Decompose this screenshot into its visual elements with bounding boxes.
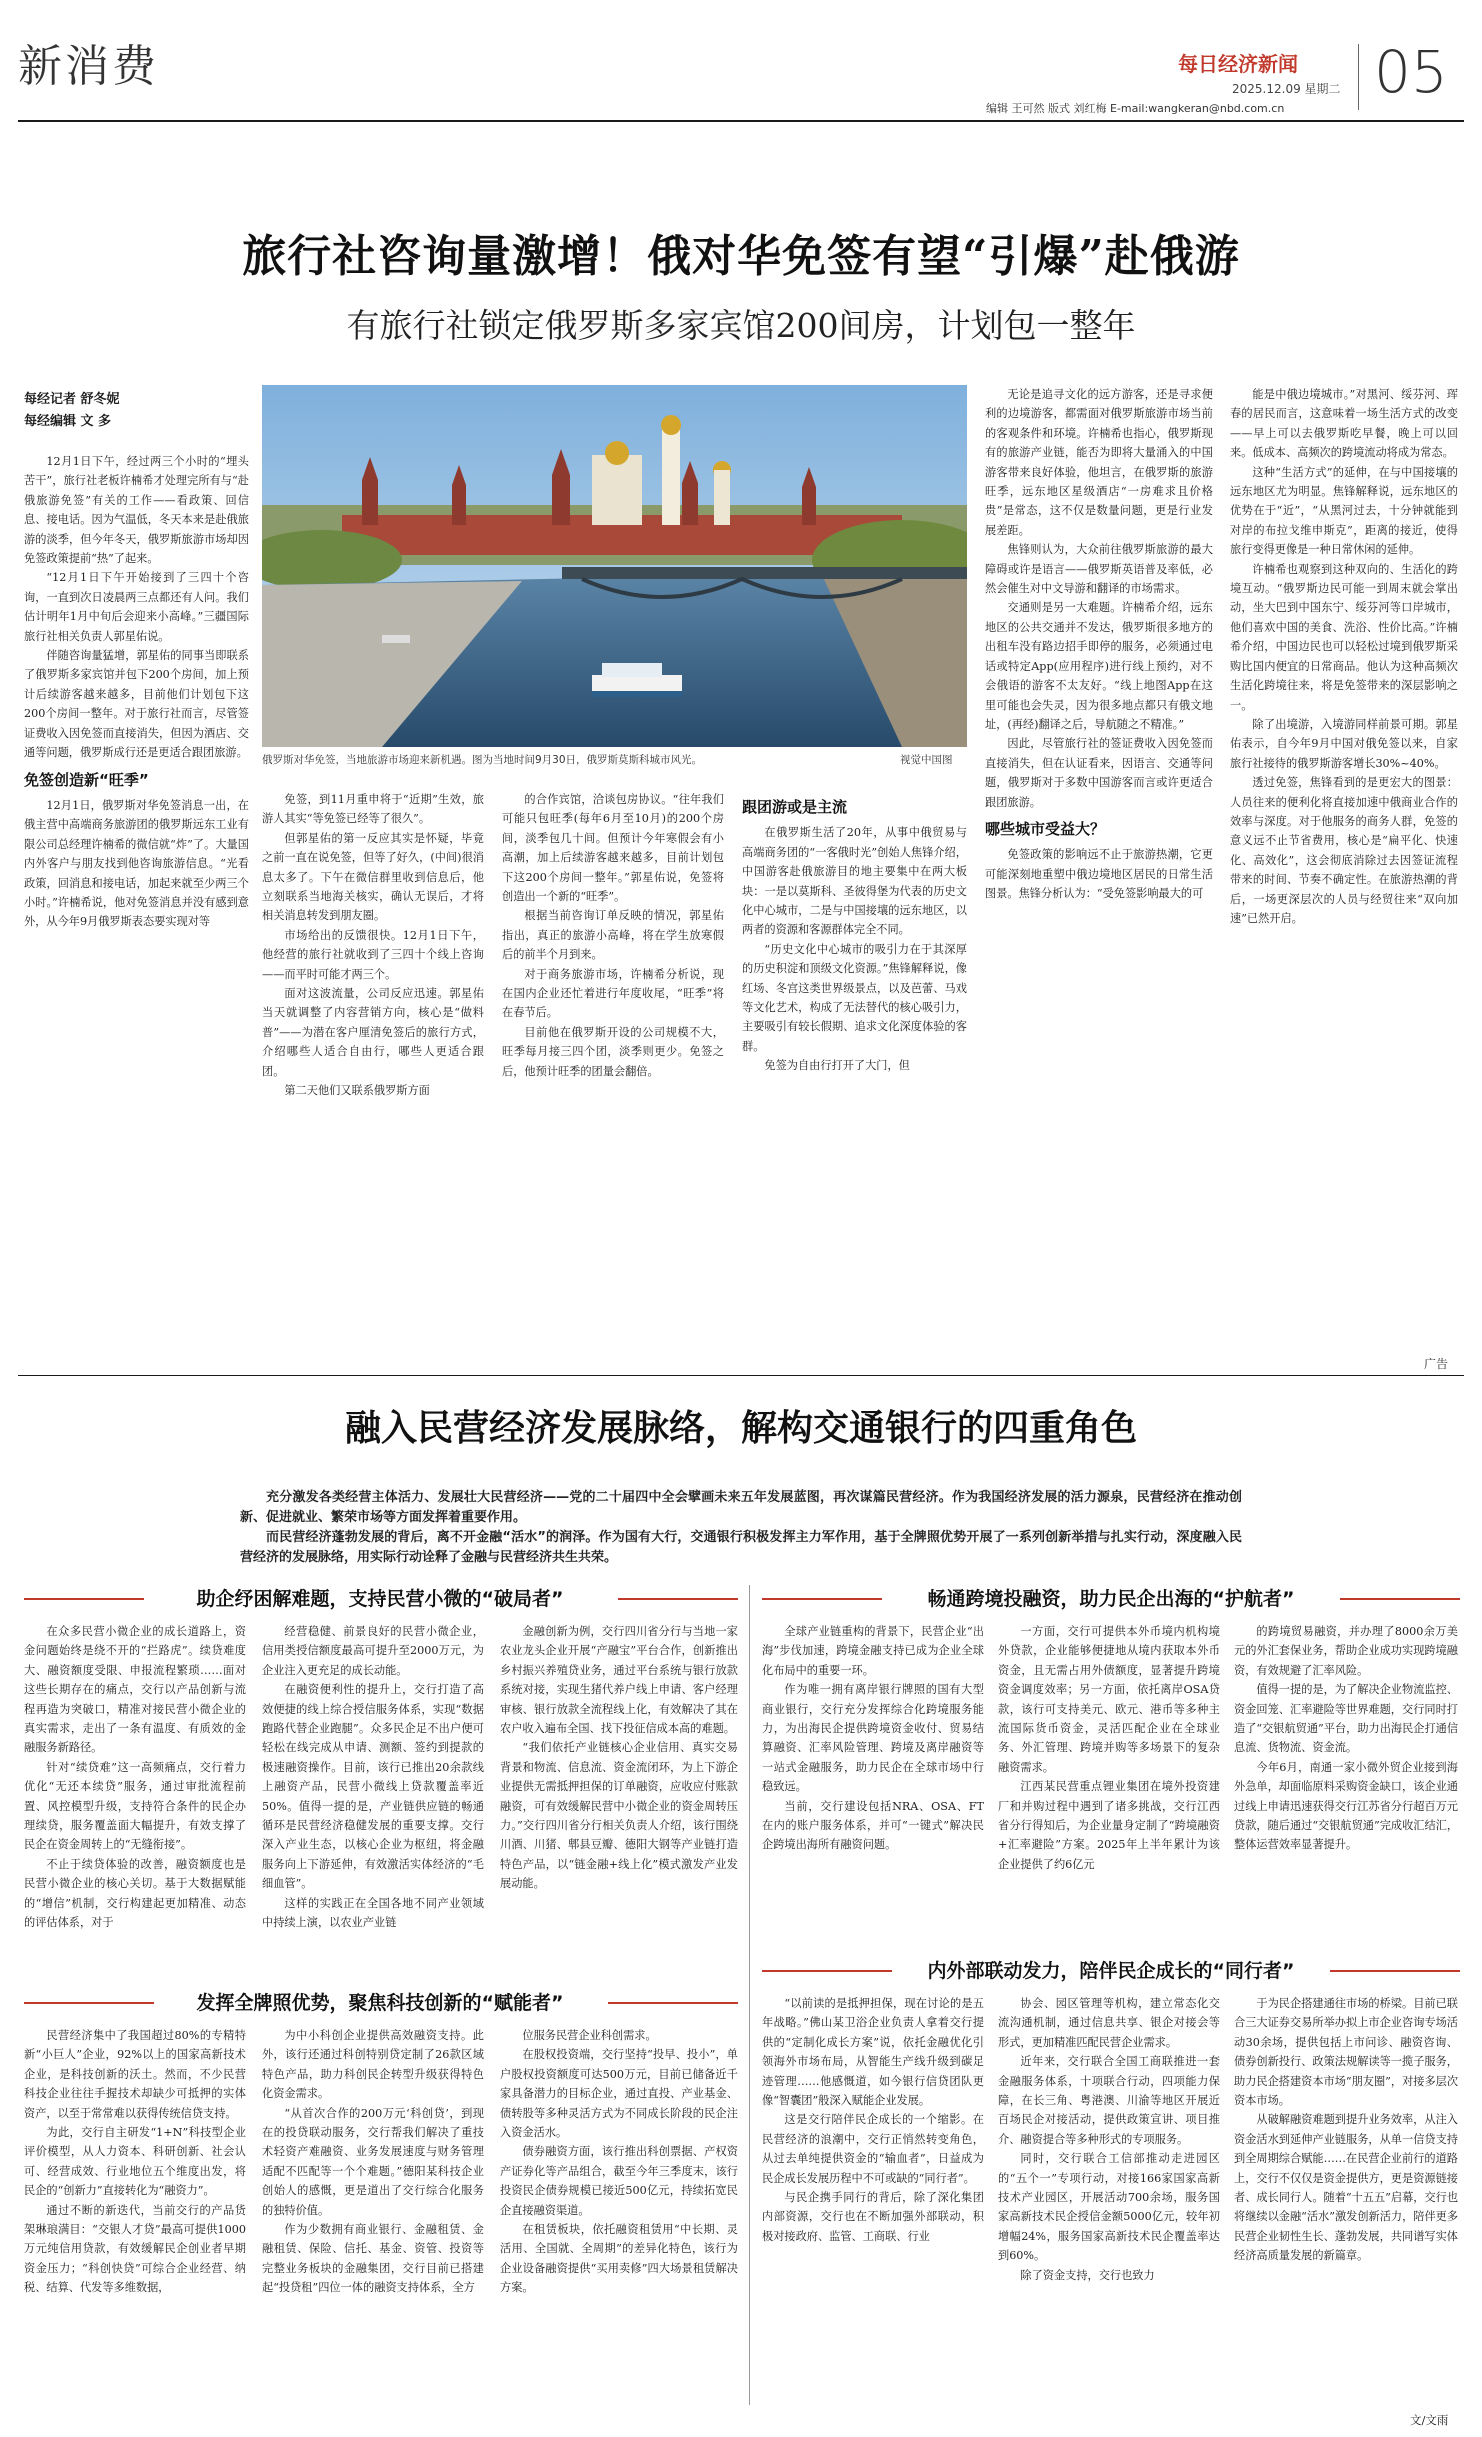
ad-author: 文/文雨 (1410, 2413, 1449, 2427)
article1-col2 (262, 790, 484, 1350)
sec1-col3 (500, 1622, 738, 1982)
paragraph: 值得一提的是，为了解决企业物流监控、资金回笼、汇率避险等世界难题，交行同时打造了“交银航贸通”平台，助力出海民企打通信息流、货物流、资金流。 (1234, 1683, 1458, 1755)
photo-caption: 俄罗斯对华免签，当地旅游市场迎来新机遇。图为当地时间9月30日，俄罗斯莫斯科城市风光。 (262, 754, 703, 766)
masthead-rule (18, 120, 1464, 122)
paragraph: 近年来，交行联合全国工商联推进一套金融服务体系，十项联合行动，四项能力保障，在长三角、粤港澳、川渝等地区开展近百场民企对接活动，提供政策宣讲、项目推介、融资提合等多种形式的专项服务。 (998, 2055, 1220, 2146)
paragraph: 今年6月，南通一家小微外贸企业接到海外急单，却面临原料采购资金缺口，该企业通过线上申请迅速获得交行江苏省分行超百万元贷款，随后通过“交银航贸通”完成收汇结汇，整体运营效率显著提升。 (1234, 1760, 1458, 1852)
paragraph: 经营稳健、前景良好的民营小微企业，信用类授信额度最高可提升至2000万元，为企业注入更充足的成长动能。 (262, 1625, 484, 1677)
kremlin-photo-illustration (262, 385, 967, 747)
ad-headline: 融入民营经济发展脉络，解构交通银行的四重角色 (344, 1407, 1137, 1449)
sec2-col3 (1234, 1622, 1458, 1982)
paragraph: 针对“续贷难”这一高频痛点，交行着力优化“无还本续贷”服务，通过审批流程前置、风控模型升级，支持符合条件的民企办理续贷，服务覆盖面大幅提升，有效支撑了民企在资金周转上的“无缝衔接”。 (24, 1760, 246, 1852)
paragraph: “历史文化中心城市的吸引力在于其深厚的历史积淀和顶级文化资源。”焦锋解释说，像红场、冬宫这类世界级景点，以及芭蕾、马戏等文化艺术，构成了无法替代的核心吸引力，主要吸引有较长假期、追求文化深度体验的客群。 (742, 942, 967, 1053)
paragraph: 通过不断的新迭代，当前交行的产品货架琳琅满目：“交银人才贷”最高可提供1000万元纯信用贷款，有效缓解民企创业者早期资金压力；“科创快贷”可综合企业经营、纳税、结算、代发等多维数据， (24, 2203, 246, 2295)
headline: 旅行社咨询量激增！俄对华免签有望“引爆”赴俄游 (242, 231, 1240, 282)
paragraph: “从首次合作的200万元‘科创贷’，到现在的投贷联动服务，交行帮我们解决了重技术轻资产难融资、业务发展速度与财务管理适配不匹配等一个个难题。”德阳某科技企业创始人的感慨，更是道出了交行综合化服务的独特价值。 (262, 2106, 484, 2217)
paragraph: 免签为自由行打开了大门，但 (764, 1059, 910, 1073)
paragraph: 的跨境贸易融资，并办理了8000余万美元的外汇套保业务，帮助企业成功实现跨境融资，有效规避了汇率风险。 (1234, 1625, 1458, 1677)
sec3-title: 发挥全牌照优势，聚焦科技创新的“赋能者” (196, 1992, 564, 2014)
subheadline: 有旅行社锁定俄罗斯多家宾馆200间房，计划包一整年 (346, 306, 1136, 345)
byline-reporter: 每经记者 舒冬妮 (24, 392, 120, 407)
paragraph: 与民企携手同行的背后，除了深化集团内部资源，交行也在不断加强外部联动，积极对接政府、监管、工商联、行业 (762, 2191, 984, 2243)
section-name: 新消费 (18, 41, 159, 92)
paragraph: 债券融资方面，该行推出科创票据、产权资产证券化等产品组合，截至今年三季度末，该行投资民企债券规模已接近500亿元，持续拓宽民企直接融资渠道。 (500, 2145, 738, 2217)
paragraph: 在融资便利性的提升上，交行打造了高效便捷的线上综合授信服务体系，实现“数据跑路代替企业跑腿”。众多民企足不出户便可轻松在线完成从申请、测额、签约到提款的极速融资操作。目前，该行已推出20余款线上融资产品，民营小微线上贷款覆盖率近50%。值得一提的是，产业链供应链的畅通循环是民营经济稳健发展的重要支撑。交行深入产业生态，以核心企业为枢纽，将金融服务向上下游延伸，有效激活实体经济的“毛细血管”。 (262, 1683, 484, 1891)
paragraph: 位服务民营企业科创需求。 (522, 2029, 657, 2042)
paragraph: 交通则是另一大难题。许楠希介绍，远东地区的公共交通并不发达，俄罗斯很多地方的出租车没有路边招手即停的服务，必须通过电话或特定App(应用程序)进行线上预约，对不会俄语的游客不太友好。“线上地图App在这里可能也会失灵，因为很多地点都只有俄文地址，(再经)翻译之后，导航随之不精准。” (985, 601, 1213, 731)
sec2-col2 (998, 1622, 1220, 1982)
paragraph: 在众多民营小微企业的成长道路上，资金问题始终是绕不开的“拦路虎”。续贷难度大、融资额度受限、申报流程繁琐……面对这些长期存在的痛点，交行以产品创新与流程再造为突破口，精准对接民营小微企业的真实需求，走出了一条有温度、有质效的金融服务新路径。 (24, 1625, 246, 1755)
paragraph: 12月1日下午，经过两三个小时的“埋头苦干”，旅行社老板许楠希才处理完所有与“赴俄旅游免签”有关的工作——看政策、回信息、接电话。因为气温低，冬天本来是赴俄旅游的淡季，但今年冬天，俄罗斯旅游市场却因免签政策提前“热”了起来。 (24, 455, 249, 566)
paragraph: 能是中俄边境城市。”对黑河、绥芬河、珲春的居民而言，这意味着一场生活方式的改变——早上可以去俄罗斯吃早餐，晚上可以回来。低成本、高频次的跨境流动将成为常态。 (1230, 388, 1458, 460)
paragraph: 作为少数拥有商业银行、金融租赁、金融租赁、保险、信托、基金、资管、投资等完整业务板块的金融集团，交行目前已搭建起“投贷租”四位一体的融资支持体系，全方 (262, 2223, 484, 2295)
subhead-group-tour: 跟团游或是主流 (742, 798, 848, 816)
paragraph: 为此，交行自主研发“1+N”科技型企业评价模型，从人力资本、科研创新、社会认可、经营成效、行业地位五个维度出发，将民企的“创新力”直接转化为“融资力”。 (24, 2126, 246, 2198)
paragraph: 当前，交行建设包括NRA、OSA、FT在内的账户服务体系，并可“一键式”解决民企跨境出海所有融资问题。 (762, 1799, 984, 1852)
subhead-which-cities: 哪些城市受益大？ (985, 819, 1106, 838)
sec3-col2 (262, 2026, 484, 2416)
paragraph: 焦锋则认为，大众前往俄罗斯旅游的最大障碍或许是语言——俄罗斯英语普及率低，必然会催生对中文导游和翻译的市场需求。 (985, 543, 1213, 596)
paragraph: 伴随咨询量猛增，郭星佑的同事当即联系了俄罗斯多家宾馆并包下200个房间，加上预计后续游客越来越多，目前他们计划包下这200个房间一整年。对于旅行社而言，尽管签证费收入因免签而直接消失，但因为酒店、交通等问题，俄罗斯成行还是更适合跟团旅游。 (24, 649, 249, 760)
paragraph: 协会、园区管理等机构，建立常态化交流沟通机制，通过信息共享、银企对接会等形式，更加精准匹配民营企业需求。 (998, 1997, 1220, 2049)
photo-credit: 视觉中国图 (900, 754, 953, 766)
article1-col1 (24, 452, 249, 1352)
masthead-divider (1358, 44, 1359, 110)
paragraph: 民营经济集中了我国超过80%的专精特新“小巨人”企业，92%以上的国家高新技术企业，是科技创新的沃土。然而，不少民营科技企业往往手握技术却缺少可抵押的实体资产，以至于常常难以获得传统信贷支持。 (24, 2029, 246, 2120)
paragraph: 许楠希也观察到这种双向的、生活化的跨境互动。“俄罗斯边民可能一到周末就会掌出动，坐大巴到中国东宁、绥芬河等口岸城市，他们喜欢中国的美食、洗浴、性价比高。”许楠希介绍，中国边民也可以轻松过境到俄罗斯采购比国内便宜的日常商品。他认为这种高频次生活化跨境往来，将是免签带来的深层影响之一。 (1230, 562, 1458, 712)
paper-name: 每日经济新闻 (1178, 52, 1298, 76)
sec3-rule-left (24, 2002, 154, 2004)
sec4-col3 (1234, 1994, 1458, 2394)
paragraph: 金融创新为例，交行四川省分行与当地一家农业龙头企业开展“产融宝”平台合作，创新推出乡村振兴养殖贷业务，通过平台系统与银行放款系统对接，实现生猪代养户线上申请、客户经理审核、银行放款全流程线上化，有效解决了其在农户收入遍布全国、找下投征信成本高的难题。 (500, 1625, 738, 1736)
sec2-rule-left (762, 1598, 882, 1600)
paragraph: 这是交行陪伴民企成长的一个缩影。在民营经济的浪潮中，交行正悄然转变角色，从过去单纯提供资金的“输血者”，日益成为民企成长发展历程中不可或缺的“同行者”。 (762, 2113, 984, 2185)
paragraph: 但郭星佑的第一反应其实是怀疑，毕竟之前一直在说免签，但等了好久，(中间)很消息太多了。下午在微信群里收到信息后，他立刻联系当地海关核实，确认无误后，才将相关消息转发到朋友圈。 (262, 831, 484, 923)
sec2-title: 畅通跨境投融资，助力民企出海的“护航者” (927, 1588, 1295, 1610)
paragraph: 市场给出的反馈很快。12月1日下午，他经营的旅行社就收到了三四十个线上咨询——而平时可能才两三个。 (262, 928, 484, 981)
paragraph: “我们依托产业链核心企业信用、真实交易背景和物流、信息流、资金流闭环，为上下游企业提供无需抵押担保的订单融资，应收应付账款融资，可有效缓解民营中小微企业的资金周转压力。”交行四川省分行相关负责人介绍，该行围绕川酒、川猪、郫县豆瓣、德阳大钢等产业链打造特色产品，以“链金融+线上化”模式激发产业发展动能。 (500, 1741, 738, 1891)
ad-intro-box (240, 1488, 1242, 1566)
paragraph: 12月1日，俄罗斯对华免签消息一出，在俄主营中高端商务旅游团的俄罗斯远东工业有限公司总经理许楠希的微信就“炸”了。大量国内外客户与朋友找到他咨询旅游信息。“光看政策，回消息和接电话，加起来就至少两三个小时。”许楠希说，他对免签消息并没有感到意外，从今年9月俄罗斯表态要实现对等 (24, 798, 249, 929)
paragraph: 全球产业链重构的背景下，民营企业“出海”步伐加速，跨境金融支持已成为企业全球化布局中的重要一环。 (762, 1625, 984, 1677)
paragraph: 无论是追寻文化的远方游客，还是寻求便利的边境游客，都需面对俄罗斯旅游市场当前的客观条件和环境。许楠希也指心，俄罗斯现有的旅游产业链，能否为即将大量涌入的中国游客带来良好体验，他坦言，在俄罗斯的旅游旺季，远东地区星级酒店“一房难求且价格贵”是常态，这不仅是数量问题，更是行业发展差距。 (985, 388, 1213, 537)
paragraph: 除了资金支持，交行也致力 (1020, 2268, 1155, 2282)
ad-column-divider (749, 1585, 750, 2405)
subhead-new-peak-season: 免签创造新“旺季” (24, 770, 149, 789)
paragraph: 从破解融资难题到提升业务效率，从注入资金活水到延伸产业链服务，从单一信贷支持到全周期综合赋能……在民营企业前行的道路上，交行不仅仅是资金提供方，更是资源链接者、成长同行人。随着“十五五”启幕，交行也将继续以金融“活水”激发创新活力，陪伴更多民营企业韧性生长、蓬勃发展，共同谱写实体经济高质量发展的新篇章。 (1234, 2113, 1458, 2263)
sec4-col2 (998, 1994, 1220, 2414)
sec1-title: 助企纾困解难题，支持民营小微的“破局者” (196, 1588, 564, 1610)
paragraph: 透过免签，焦锋看到的是更宏大的图景：人员往来的便利化将直接加速中俄商业合作的效率与深度。对于他服务的商务人群，免签的意义远不止节省费用，核心是“扁平化、快速化、高效化”，这会彻底消除过去因签证流程带来的时间、节奏不确定性。在旅游热潮的背后，一场更深层次的人员与经贸往来“双向加速”已然开启。 (1230, 776, 1458, 925)
paragraph: 作为唯一拥有离岸银行牌照的国有大型商业银行，交行充分发挥综合化跨境服务能力，为出海民企提供跨境资金收付、贸易结算融资、汇率风险管理、跨境及离岸融资等一站式金融服务，助力民企在全球市场中行稳致远。 (762, 1683, 984, 1794)
sec4-title: 内外部联动发力，陪伴民企成长的“同行者” (927, 1960, 1295, 1982)
editor-credits: 编辑 王可然 版式 刘红梅 E-mail:wangkeran@nbd.com.cn (986, 102, 1285, 115)
sec3-rule-right (608, 2002, 738, 2004)
paragraph: 在俄罗斯生活了20年，从事中俄贸易与高端商务团的“一客俄时光”创始人焦锋介绍，中国游客赴俄旅游目的地主要集中在两大板块：一是以莫斯科、圣彼得堡为代表的历史文化中心城市，二是与中国接壤的远东地区，以两者的资源和客源群体完全不同。 (742, 826, 967, 937)
article1-col4 (742, 790, 967, 1350)
sec3-col3 (500, 2026, 738, 2416)
sec1-col2 (262, 1622, 484, 1982)
paragraph: 对于商务旅游市场，许楠希分析说，现在国内企业还忙着进行年度收尾，“旺季”将在春节后。 (502, 967, 724, 1020)
paragraph: 江西某民营重点锂业集团在境外投资建厂和并购过程中遇到了诸多挑战，交行江西省分行得知后，为企业量身定制了“跨境融资+汇率避险”方案。2025年上半年累计为该企业提供了约6亿元 (998, 1780, 1220, 1871)
page-number: 05 (1374, 38, 1448, 106)
paragraph: 免签政策的影响远不止于旅游热潮，它更可能深刻地重塑中俄边境地区居民的日常生活图景。焦锋分析认为：“受免签影响最大的可 (985, 848, 1213, 901)
sec4-rule-left (762, 1970, 892, 1972)
sec1-rule-left (24, 1598, 144, 1600)
sec2-rule-right (1340, 1598, 1460, 1600)
paragraph: “12月1日下午开始接到了三四十个咨询，一直到次日凌晨两三点都还有人问。我们估计明年1月中旬后会迎来小高峰。”三疆国际旅行社相关负责人郭星佑说。 (24, 571, 249, 643)
paragraph: 一方面，交行可提供本外币境内机构境外贷款，企业能够便捷地从境内获取本外币资金，且无需占用外债额度，显著提升跨境资金调度效率；另一方面，依托离岸OSA贷款，该行可支持美元、欧元、港币等多种主流国际货币资金，灵活匹配企业在全球业务、外汇管理、跨境并购等多场景下的复杂融资需求。 (998, 1625, 1220, 1774)
ad-rule (18, 1375, 1464, 1376)
ad-intro-2: 而民营经济蓬勃发展的背后，离不开金融“活水”的润泽。作为国有大行，交通银行积极发挥主力军作用，基于全牌照优势开展了一系列创新举措与扎实行动，深度融入民营经济的发展脉络，用实际行动诠释了金融与民营经济共生共荣。 (240, 1530, 1242, 1565)
paragraph: 面对这波流量，公司反应迅速。郭星佑当天就调整了内容营销方向，核心是“做料普”——为潜在客户厘清免签后的旅行方式，介绍哪些人适合自由行，哪些人更适合跟团。 (262, 987, 484, 1078)
issue-date: 2025.12.09 星期二 (1232, 82, 1341, 96)
article1-col3 (502, 790, 724, 1350)
paragraph: 这种“生活方式”的延伸，在与中国接壤的远东地区尤为明显。焦锋解释说，远东地区的优势在于“近”，“从黑河过去，十分钟就能到对岸的布拉戈维申斯克”，距离的接近，使得旅行变得更像是一种日常休闲的延伸。 (1230, 465, 1458, 557)
paragraph: 免签，到11月重申将于“近期”生效，旅游人其实“等免签已经等了很久”。 (262, 793, 484, 826)
paragraph: 同时，交行联合工信部推动走进园区的“五个一”专项行动，对接166家国家高新技术产业园区，开展活动700余场，服务国家高新技术民企授信金额5000亿元，较年初增幅24%，服务国家高新技术民企覆盖率达到60%。 (998, 2152, 1220, 2263)
kremlin-photo (262, 385, 967, 747)
sec4-col1 (762, 1994, 984, 2414)
sec2-col1 (762, 1622, 984, 1982)
paragraph: 根据当前咨询订单反映的情况，郭星佑指出，真正的旅游小高峰，将在学生放寒假后的前半个月到来。 (502, 909, 724, 962)
paragraph: 的合作宾馆，洽谈包房协议。“往年我们可能只包旺季(每年6月至10月)的200个房间，淡季包几十间。但预计今年寒假会有小高潮，加上后续游客越来越多，目前计划包下这200个房间一整年。”郭星佑说，免签将创造出一个新的“旺季”。 (502, 793, 724, 904)
paragraph: “以前读的是抵押担保，现在讨论的是五年战略。”佛山某卫浴企业负责人拿着交行提供的“定制化成长方案”说，依托金融优化引领海外市场布局，从智能生产线升级到碳足迹管理……他感慨道，如今银行信贷团队更像“智囊团”般深入赋能企业发展。 (762, 1997, 984, 2108)
article1-col5 (985, 385, 1213, 1350)
sec3-col1 (24, 2026, 246, 2416)
paragraph: 第二天他们又联系俄罗斯方面 (284, 1084, 430, 1098)
sec1-rule-right (618, 1598, 738, 1600)
paragraph: 在股权投资端，交行坚持“投早、投小”，单户股权投资额度可达500万元，目前已储备近千家具备潜力的目标企业，通过直投、产业基金、债转股等多种灵活方式为不同成长阶段的民企注入资金活水。 (500, 2048, 738, 2140)
paragraph: 在租赁板块，依托融资租赁用“中长期、灵活用、全国就、全周期”的差异化特色，该行为企业设备融资提供“买用卖修”四大场景租赁解决方案。 (500, 2223, 738, 2295)
ad-intro-1: 充分激发各类经营主体活力、发展壮大民营经济——党的二十届四中全会擘画未来五年发展蓝图，再次谋篇民营经济。作为我国经济发展的活力源泉，民营经济在推动创新、促进就业、繁荣市场等方面发挥着重要作用。 (240, 1490, 1242, 1525)
paragraph: 为中小科创企业提供高效融资支持。此外，该行还通过科创特别贷定制了26款区域特色产品，助力科创民企转型升级获得特色化资金需求。 (262, 2029, 484, 2101)
paragraph: 于为民企搭建通往市场的桥梁。目前已联合三大证券交易所举办拟上市企业咨询专场活动30余场，提供包括上市问诊、融资咨询、债券创新投行、政策法规解读等一揽子服务，助力民企搭建资本市场“朋友圈”，对接多层次资本市场。 (1234, 1997, 1458, 2108)
paragraph: 除了出境游，入境游同样前景可期。郭星佑表示，自今年9月中国对俄免签以来，自家旅行社接待的俄罗斯游客增长30%~40%。 (1230, 717, 1458, 770)
paragraph: 因此，尽管旅行社的签证费收入因免签而直接消失，但在认证看来，因语言、交通等问题，俄罗斯对于多数中国游客而言或许更适合跟团旅游。 (985, 737, 1213, 809)
paragraph: 目前他在俄罗斯开设的公司规模不大，旺季每月接三四个团，淡季则更少。免签之后，他预计旺季的团量会翻倍。 (502, 1025, 724, 1078)
sec4-rule-right (1330, 1970, 1460, 1972)
paragraph: 不止于续贷体验的改善，融资额度也是民营小微企业的核心关切。基于大数据赋能的“增信”机制，交行构建起更加精准、动态的评估体系，对于 (24, 1857, 246, 1930)
article1-col6 (1230, 385, 1458, 1350)
byline-editor: 每经编辑 文 多 (24, 414, 112, 429)
paragraph: 这样的实践正在全国各地不同产业领域中持续上演，以农业产业链 (262, 1896, 484, 1930)
sec1-col1 (24, 1622, 246, 1982)
ad-label: 广告 (1424, 1357, 1449, 1371)
